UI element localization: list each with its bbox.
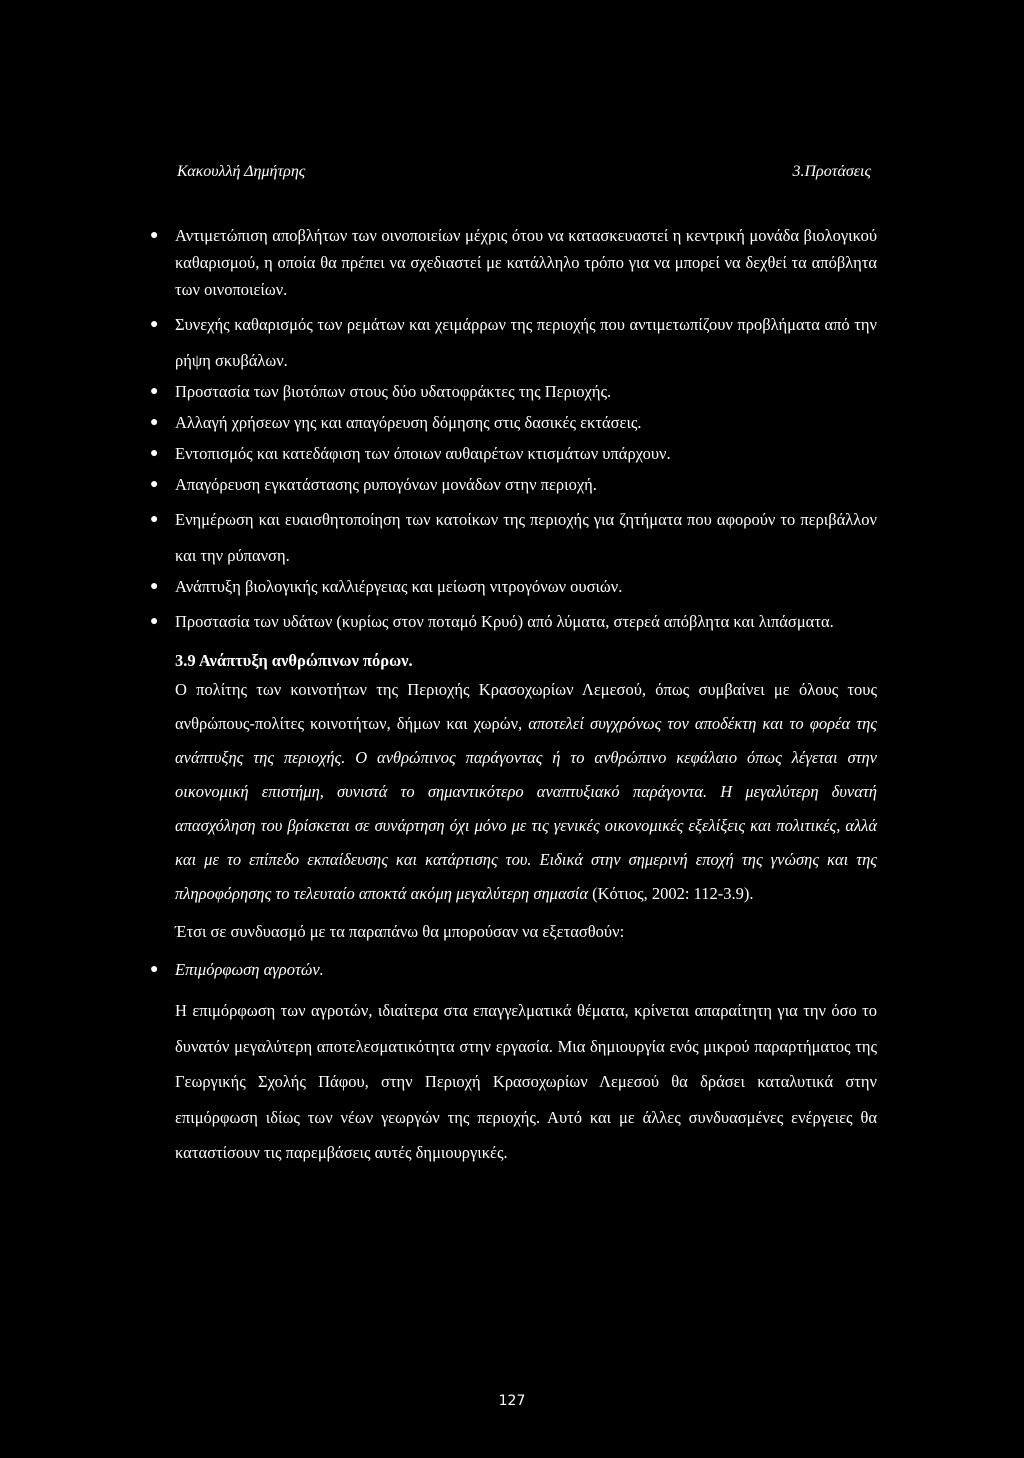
list-item: ● Προστασία των υδάτων (κυρίως στον ποταμό Κρυό) από λύματα, στερεά απόβλητα και λιπάσματα. [175, 604, 877, 640]
header-author: Κακουλλή Δημήτρης [177, 163, 306, 180]
sub-paragraph: Η επιμόρφωση των αγροτών, ιδιαίτερα στα επαγγελματικά θέματα, κρίνεται απαραίτητη για την όσο το δυνατόν μεγαλύτερη αποτελεσματικότητα στην εργασία. Μια δημιουργία ενός μικρού παραρτήματος της Γεωργικής Σχολής Πάφου, στην Περιοχή Κρασοχωρίων Λεμεσού θα δράσει καταλυτικά στην επιμόρφωση ιδίως των νέων γεωργών της περιοχής. Αυτό και με άλλες συνδυασμένες ενέργειες θα καταστίσουν τις παρεμβάσεις αυτές δημιουργικές. [175, 1001, 877, 1162]
list-item: ● Προστασία των βιοτόπων στους δύο υδατοφράκτες της Περιοχής. [175, 378, 877, 405]
section-paragraph: Ο πολίτης των κοινοτήτων της Περιοχής Κρασοχωρίων Λεμεσού, όπως συμβαίνει με όλους τους ανθρώπους-πολίτες κοινοτήτων, δήμων και χωρών, αποτελεί συγχρόνως τον αποδέκτη και το φορέα της ανάπτυξης της περιοχής. Ο ανθρώπινος παράγοντας ή το ανθρώπινο κεφάλαιο όπως λέγεται στην οικονομική επιστήμη, συνιστά το σημαντικότερο αναπτυξιακό παράγοντα. Η μεγαλύτερη δυνατή απασχόληση του βρίσκεται σε συνάρτηση όχι μόνο με τις γενικές οικονομικές εξελίξεις και πολιτικές, αλλά και με το επίπεδο εκπαίδευσης και κατάρτισης του. Ειδικά στην σημερινή εποχή της γνώσης και της πληροφόρησης το τελευταίο αποκτά ακόμη μεγαλύτερη σημασία (Κότιος, 2002: 112-3.9). [175, 680, 877, 903]
bullet-icon: ● [150, 415, 159, 430]
bullet-icon: ● [150, 228, 159, 243]
bullet-icon: ● [150, 962, 159, 977]
bullet-icon: ● [150, 579, 159, 594]
bullet-icon: ● [150, 384, 159, 399]
list-item: ● Συνεχής καθαρισμός των ρεμάτων και χειμάρρων της περιοχής που αντιμετωπίζουν προβλήματα από την ρήψη σκυβάλων. [175, 307, 877, 379]
list-item: ● Απαγόρευση εγκατάστασης ρυπογόνων μονάδων στην περιοχή. [175, 471, 877, 498]
section-heading: 3.9 Ανάπτυξη ανθρώπινων πόρων. [175, 651, 413, 670]
list-item: ● Εντοπισμός και κατεδάφιση των όποιων αυθαιρέτων κτισμάτων υπάρχουν. [175, 440, 877, 467]
bullet-icon: ● [150, 317, 159, 332]
page-content [150, 222, 877, 1171]
list-item: ● Ενημέρωση και ευαισθητοποίηση των κατοίκων της περιοχής για ζητήματα που αφορούν το περιβάλλον και την ρύπανση. [175, 502, 877, 574]
bullet-icon: ● [150, 477, 159, 492]
bullet-icon: ● [150, 614, 159, 629]
bullet-icon: ● [150, 512, 159, 527]
list-item: ● Ανάπτυξη βιολογικής καλλιέργειας και μείωση νιτρογόνων ουσιών. [175, 573, 877, 600]
header-chapter: 3.Προτάσεις [792, 163, 871, 180]
bullet-icon: ● [150, 446, 159, 461]
list-item: ● Αντιμετώπιση αποβλήτων των οινοποιείων μέχρις ότου να κατασκευαστεί η κεντρική μονάδα βιολογικού καθαρισμού, η οποία θα πρέπει να σχεδιαστεί με κατάλληλο τρόπο για να μπορεί να δεχθεί τα απόβλητα των οινοποιείων. [175, 222, 877, 303]
proposals-list [150, 222, 877, 640]
intro-sentence: Έτσι σε συνδυασμό με τα παραπάνω θα μπορούσαν να εξετασθούν: [175, 922, 625, 941]
page-number: 127 [498, 1393, 526, 1409]
list-item: ● Αλλαγή χρήσεων γης και απαγόρευση δόμησης στις δασικές εκτάσεις. [175, 409, 877, 436]
sub-bullet-item: ● Επιμόρφωση αγροτών. [175, 955, 877, 985]
